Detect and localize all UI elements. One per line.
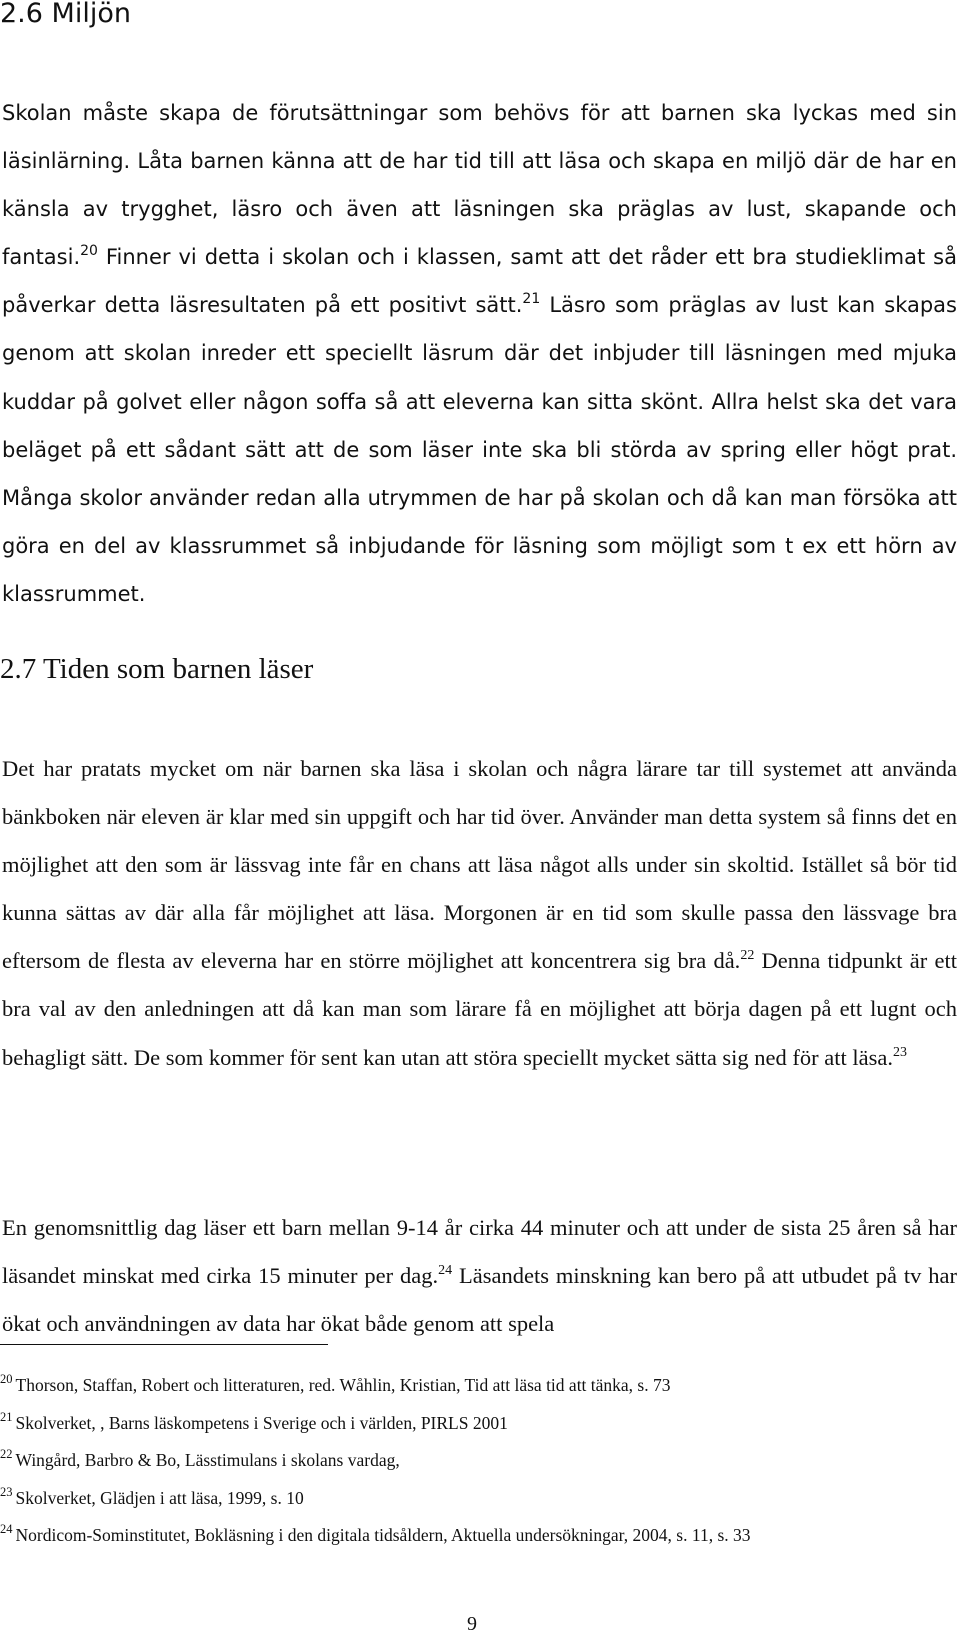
paragraph-text: Läsandets minskning kan bero på att utbudet på tv har ökat och användningen av data har ökat både genom att spela: [2, 1263, 957, 1337]
footnote-item: [0, 1512, 958, 1550]
footnote-text: Thorson, Staffan, Robert och litteraturen, red. Wåhlin, Kristian, Tid att läsa tid att tänka, s. 73: [15, 1375, 671, 1395]
footnote-item: [0, 1475, 958, 1513]
footnote-divider: [0, 1344, 328, 1345]
paragraph-text: En genomsnittlig dag läser ett barn mellan 9-14 år cirka 44 minuter och att under de sista 25 åren så har läsandet minskat med cirka 15 minuter per dag.: [2, 1215, 957, 1289]
footnote-number: 21: [0, 1409, 13, 1424]
paragraph-text: Finner vi detta i skolan och i klassen, samt att det råder ett bra studieklimat så påverkar detta läsresultaten på ett positivt sätt.: [2, 245, 957, 318]
footnote-item: [0, 1437, 958, 1475]
footnote-text: Skolverket, , Barns läskompetens i Sverige och i världen, PIRLS 2001: [15, 1412, 508, 1433]
footnote-number: 24: [0, 1522, 13, 1536]
paragraph-environment: [2, 89, 957, 618]
page-number: 9: [467, 1613, 477, 1635]
footnote-ref-23[interactable]: 23: [893, 1044, 908, 1060]
paragraph-reading-time: [2, 745, 957, 1082]
footnote-number: 20: [0, 1372, 13, 1386]
paragraph-text: Läsro som präglas av lust kan skapas genom att skolan inreder ett speciellt läsrum där det inbjuder till läsningen med mjuka kuddar på golvet eller någon soffa så att eleverna kan sitta skönt. Allra helst ska det vara beläget på ett sådant sätt att de som läser inte ska bli störda av spring eller högt prat. Många skolor använder redan alla utrymmen de har på skolan och då kan man försöka att göra en del av klassrummet så inbjudande för läsning som möjligt som t ex ett hörn av klassrummet.: [2, 293, 957, 606]
footnotes: [0, 1362, 958, 1550]
paragraph-reading-statistics: [2, 1204, 957, 1348]
section-heading-reading-time: 2.7 Tiden som barnen läser: [0, 653, 314, 685]
footnote-ref-22[interactable]: 22: [740, 948, 755, 964]
paragraph-text: Skolan måste skapa de förutsättningar som behövs för att barnen ska lyckas med sin läsinlärning. Låta barnen känna att de har tid till att läsa och skapa en miljö där de har en känsla av trygghet, läsro och även att läsningen ska präglas av lust, skapande och fantasi.: [2, 101, 957, 270]
paragraph-text: Det har pratats mycket om när barnen ska läsa i skolan och några lärare tar till systemet att använda bänkboken när eleven är klar med sin uppgift och har tid över. Använder man detta system så finns det en möjlighet att den som är lässvag inte får en chans att läsa något alls under sin skoltid. Istället så bör tid kunna sättas av där alla får möjlighet att läsa. Morgonen är en tid som skulle passa den lässvage bra eftersom de flesta av eleverna har en större möjlighet att koncentrera sig bra då.: [2, 756, 957, 974]
footnote-text: Nordicom-Sominstitutet, Bokläsning i den digitala tidsåldern, Aktuella undersökningar, 2004, s. 11, s. 33: [15, 1525, 751, 1545]
footnote-item: [0, 1400, 958, 1438]
footnote-ref-20[interactable]: 20: [80, 243, 98, 260]
footnote-text: Skolverket, Glädjen i att läsa, 1999, s. 10: [15, 1487, 304, 1508]
footnote-ref-21[interactable]: 21: [522, 291, 541, 308]
footnote-text: Wingård, Barbro & Bo, Lässtimulans i skolans vardag,: [15, 1450, 400, 1470]
section-heading-environment: 2.6 Miljön: [0, 0, 131, 29]
footnote-number: 22: [0, 1447, 13, 1461]
footnote-ref-24[interactable]: 24: [438, 1263, 453, 1279]
footnote-number: 23: [0, 1484, 13, 1499]
footnote-item: [0, 1362, 958, 1400]
paragraph-text: Denna tidpunkt är ett bra val av den anledningen att då kan man som lärare få en möjlighet att börja dagen på ett lugnt och behagligt sätt. De som kommer för sent kan utan att störa speciellt mycket sätta sig ned för att läsa.: [2, 948, 958, 1070]
